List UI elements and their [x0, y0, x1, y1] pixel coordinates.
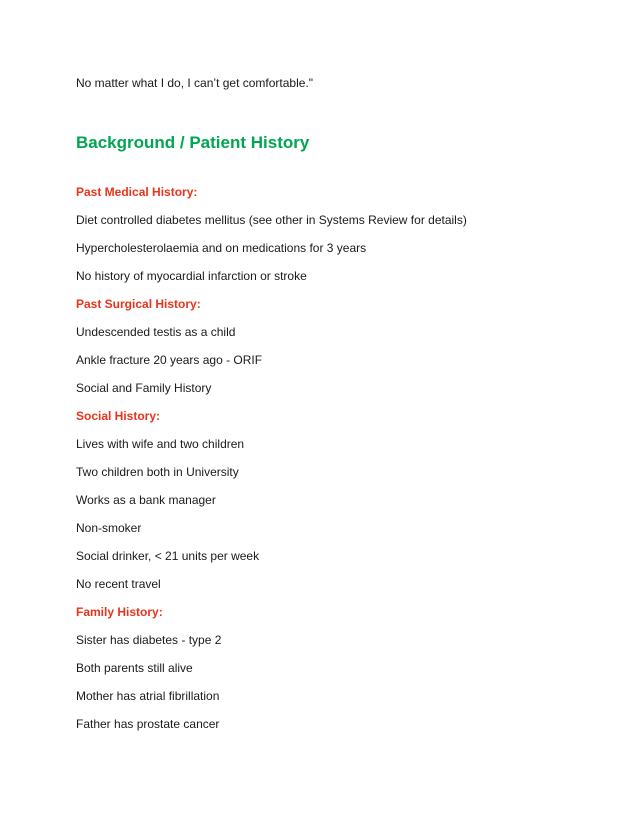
family-history-item: Mother has atrial fibrillation: [76, 689, 220, 703]
family-history-item: Sister has diabetes - type 2: [76, 633, 222, 647]
past-medical-item: Hypercholesterolaemia and on medications for 3 years: [76, 241, 367, 255]
social-history-item: Social drinker, < 21 units per week: [76, 549, 260, 563]
past-medical-item: No history of myocardial infarction or stroke: [76, 269, 307, 283]
social-history-item: Works as a bank manager: [76, 493, 216, 507]
social-history-item: Lives with wife and two children: [76, 437, 245, 451]
past-medical-item: Diet controlled diabetes mellitus (see other in Systems Review for details): [76, 213, 467, 227]
family-history-item: Both parents still alive: [76, 661, 193, 675]
past-surgical-item: Ankle fracture 20 years ago - ORIF: [76, 353, 263, 367]
family-history-item: Father has prostate cancer: [76, 717, 220, 731]
heading-past-surgical-history: Past Surgical History:: [76, 297, 201, 311]
section-title-background: Background / Patient History: [76, 133, 310, 152]
social-history-item: No recent travel: [76, 577, 161, 591]
heading-family-history: Family History:: [76, 605, 163, 619]
past-surgical-item: Social and Family History: [76, 381, 212, 395]
patient-quote: No matter what I do, I can’t get comfortable.": [76, 76, 314, 90]
past-surgical-item: Undescended testis as a child: [76, 325, 236, 339]
heading-social-history: Social History:: [76, 409, 161, 423]
social-history-item: Non-smoker: [76, 521, 142, 535]
heading-past-medical-history: Past Medical History:: [76, 185, 198, 199]
social-history-item: Two children both in University: [76, 465, 239, 479]
